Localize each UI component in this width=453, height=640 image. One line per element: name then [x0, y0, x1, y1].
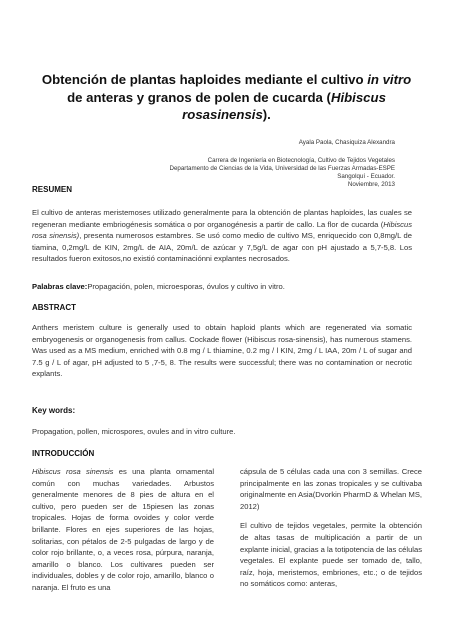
intro-right-column [240, 466, 422, 590]
intro-species-name: Hibiscus rosa sinensis [32, 467, 114, 476]
palabras-clave [32, 281, 412, 293]
resumen-text-1: El cultivo de anteras meristemoses utilizado generalmente para la obtención de plantas haploides, las cuales se regeneran mediante embriogénesis somática o por organogénesis a partir de callo. La flor de cucarda ( [32, 208, 412, 229]
affiliation-line: Noviembre, 2013 [347, 181, 395, 189]
resumen-text-2: , presenta numerosos estambres. Se usó como medio de cultivo MS, enriquecido con 0,8mg/L de tiamina, 0,2mg/L de KIN, 2mg/L de AIA, 20m/L de azúcar y 7,5g/L de agar con pH ajustado a 5,7-5,8. Los resultados fueron exitosos,no existió contaminaciónni explantes necrosados. [32, 231, 412, 264]
title-text-2: de anteras y granos de polen de cucarda ( [67, 89, 331, 105]
affiliation-line: Departamento de Ciencias de la Vida, Universidad de las Fuerzas Armadas-ESPE [169, 165, 395, 173]
introduccion-heading: INTRODUCCIÓN [32, 449, 95, 458]
affiliation [65, 157, 395, 189]
affiliation-line: Carrera de Ingeniería en Biotecnología, Cultivo de Tejidos Vegetales [207, 157, 395, 164]
resumen-heading: RESUMEN [32, 185, 73, 194]
resumen-text-italic: Hibiscus rosa sinensis) [32, 219, 412, 241]
intro-right-paragraph-1: cápsula de 5 células cada una con 3 semillas. Crece principalmente en las zonas tropicales y se cultivaba originalmente en Asia(Dvorkin PharmD & Whelan MS, 2012) [240, 467, 422, 511]
palabras-clave-label: Palabras clave: [32, 282, 88, 291]
intro-right-paragraph-2: El cultivo de tejidos vegetales, permite la obtención de altas tasas de multiplicación a partir de un explante inicial, gracias a la totipotencia de las células vegetales. El explante puede ser tomado de, tallo, raíz, hoja, meristemos, embriones, etc.; o de tejidos no somáticos como: anteras, [240, 521, 422, 589]
resumen-paragraph [32, 207, 412, 265]
authors: Ayala Paola, Chasiquiza Alexandra [298, 139, 395, 146]
intro-left-text: es una planta ornamental común con muchas variedades. Arbustos generalmente menores de 8 pies de altura en el cultivo, pero pueden ser de 15piesen las zonas tropicales. Hojas de forma ovoides y color verde brillante. Flores en ejes superiores de las hojas, solitarias, con pétalos de 2-5 pulgadas de largo y de color rojo brillante, o, a veces rosa, púrpura, naranja, amarillo o blanco. Los cultivares pueden ser individuales, dobles y de color rojo, amarillo, blanco o naranja. El fruto es una [32, 467, 215, 592]
key-words-heading: Key words: [32, 406, 76, 415]
affiliation-line: Sangolquí - Ecuador. [337, 173, 395, 181]
key-words-text: Propagation, pollen, microspores, ovules and in vitro culture. [32, 427, 236, 436]
title-text-italic-2: Hibiscus rosasinensis [182, 89, 386, 122]
title-text-3: ). [262, 107, 271, 122]
paper-title [40, 71, 413, 124]
abstract-paragraph: Anthers meristem culture is generally used to obtain haploid plants which are regenerated via somatic embryogenesis or organogenesis from callus. Cockade flower (Hibiscus rosa-sinensis), has numerous stamens. Was used as a MS medium, enriched with 0.8 mg / L thiamine, 0.2 mg / l KIN, 2mg / L IAA, 20m / L of sugar and 7.5 g / L of agar, pH adjusted to 5 ,7-5, 8. The results were successful; there was no contamination or necrotic explants. [32, 323, 412, 379]
intro-left-column [32, 466, 214, 594]
palabras-clave-text: Propagación, polen, microesporas, óvulos y cultivo in vitro. [87, 282, 285, 291]
title-text-1: Obtención de plantas haploides mediante el cultivo [41, 72, 368, 87]
abstract-heading: ABSTRACT [32, 303, 76, 312]
title-text-italic-1: in vitro [367, 72, 412, 87]
